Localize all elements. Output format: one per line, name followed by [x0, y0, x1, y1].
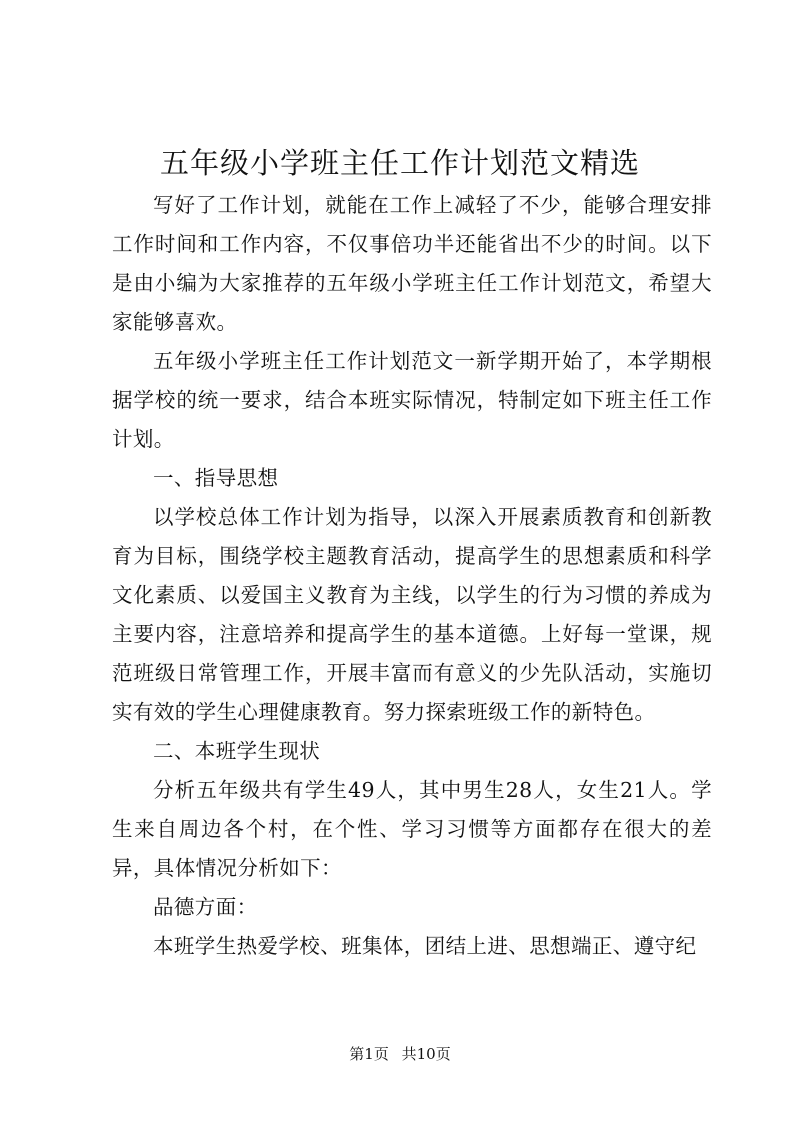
page-footer	[0, 1044, 800, 1064]
paragraph-morality: 本班学生热爱学校、班集体，团结上进、思想端正、遵守纪	[153, 934, 697, 958]
page-number-current: 第1页	[349, 1045, 389, 1063]
paragraph-guiding-thought: 以学校总体工作计划为指导，以深入开展素质教育和创新教育为目标，围绕学校主题教育活动，提高学生的思想素质和科学文化素质、以爱国主义教育为主线，以学生的行为习惯的养成为主要内容，注意培养和提高学生的基本道德。上好每一堂课，规范班级日常管理工作，开展丰富而有意义的少先队活动，实施切实有效的学生心理健康教育。努力探索班级工作的新特色。	[112, 505, 712, 724]
paragraph-intro: 写好了工作计划，就能在工作上减轻了不少，能够合理安排工作时间和工作内容，不仅事倍功半还能省出不少的时间。以下是由小编为大家推荐的五年级小学班主任工作计划范文，希望大家能够喜欢。	[112, 193, 712, 334]
document-body	[112, 186, 712, 966]
section-heading-guiding-thought: 一、指导思想	[153, 466, 279, 490]
document-title: 五年级小学班主任工作计划范文精选	[159, 146, 640, 180]
paragraph-plan-intro: 五年级小学班主任工作计划范文一新学期开始了，本学期根据学校的统一要求，结合本班实际情况，特制定如下班主任工作计划。	[112, 349, 712, 451]
subheading-morality: 品德方面：	[153, 895, 258, 919]
paragraph-class-status: 分析五年级共有学生49人，其中男生28人，女生21人。学生来自周边各个村，在个性、学习习惯等方面都存在很大的差异，具体情况分析如下：	[112, 778, 712, 880]
page-number-total: 共10页	[401, 1045, 451, 1063]
section-heading-class-status: 二、本班学生现状	[153, 739, 321, 763]
